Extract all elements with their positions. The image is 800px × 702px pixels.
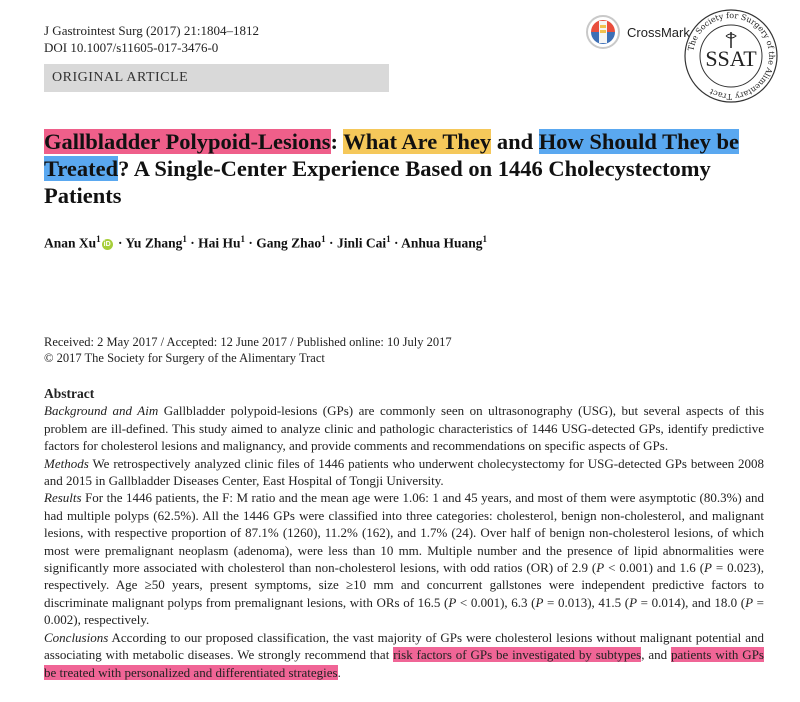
author-separator: ·: [114, 235, 126, 251]
title-highlight-3: How Should They be Treated: [44, 129, 739, 181]
background-text: Gallbladder polypoid-lesions (GPs) are commonly seen on ultrasonography (USG), but several aspects of this problem are ill-defined. This study aimed to analyze clinic and pathologic characteristics of 1446 USG-detected GPs, identify predictive factors for cholesterol lesions and malignancy, and provide comments and recommendations on specific aspects of GPs.: [44, 403, 765, 454]
background-label: Background and Aim: [44, 403, 159, 419]
journal-citation: J Gastrointest Surg (2017) 21:1804–1812: [44, 23, 259, 38]
dates-line: Received: 2 May 2017 / Accepted: 12 June 2017 / Published online: 10 July 2017: [44, 335, 452, 349]
abstract-background: [44, 402, 764, 454]
orcid-icon[interactable]: iD: [103, 240, 111, 248]
abstract-results: [44, 489, 764, 628]
p-symbol: P: [704, 560, 712, 576]
conclusions-text: .: [337, 664, 341, 680]
conclusion-highlight-2: patients with GPs be treated with personalized and differentiated strategies: [44, 647, 764, 680]
results-text: = 0.002), respectively.: [44, 594, 764, 628]
affiliation-marker: 1: [96, 234, 101, 244]
methods-text: We retrospectively analyzed clinic files of 1446 patients who underwent cholecystectomy for USG-detected GPs between 2008 and 2015 in Gallbladder Diseases Center, East Hospital of Tongji University.: [44, 455, 765, 489]
results-text: < 0.001) and 1.6 (: [604, 560, 705, 576]
conclusions-text: , and: [641, 647, 672, 663]
title-text: ? A Single-Center Experience Based on 1446 Cholecystectomy Patients: [44, 156, 711, 208]
results-text: = 0.023), respectively. Age ≥50 years, present symptoms, size ≥10 mm and concurrent gallstones were independent predictive factors to discriminate malignant polyps from premalignant lesions, with ORs of 16.5 (: [44, 560, 764, 610]
journal-header: [44, 22, 259, 56]
crossmark-label: CrossMark: [627, 24, 690, 40]
author-name[interactable]: Hai Hu: [198, 235, 241, 251]
publication-dates: [44, 334, 452, 366]
abstract-heading: Abstract: [44, 386, 95, 401]
author-name[interactable]: Gang Zhao: [256, 235, 322, 251]
ssat-ring-text: The Society for Surgery of the Alimentary Tract: [686, 10, 777, 102]
results-text: For the 1446 patients, the F: M ratio and the mean age were 1.06: 1 and 45 years, and most of them were asymptotic (80.3%) and had multiple polyps (62.5%). All the 1446 GPs were classified into three categories: cholesterol, benign non-cholesterol, and malignant lesions, with respective proportion of 87.1% (1260), 11.2% (162), and 1.7% (24). Over half of benign non-cholesterol lesions, of which most were premalignant neoplasm (adenoma), were less than 10 mm. Multiple number and the presence of lipid abnormalities were significantly more associated with cholesterol than non-cholesterol lesions, with odd ratios (OR) of 2.9 (: [44, 490, 764, 576]
abstract-conclusions: [44, 629, 764, 681]
crossmark-badge[interactable]: [585, 14, 690, 50]
author-separator: ·: [390, 235, 402, 251]
abstract-methods: [44, 455, 764, 490]
affiliation-marker: 1: [240, 234, 245, 244]
abstract: [44, 385, 764, 681]
author-name[interactable]: Yu Zhang: [125, 235, 183, 251]
p-symbol: P: [596, 560, 605, 576]
author-separator: ·: [245, 235, 257, 251]
author-name[interactable]: Anhua Huang: [401, 235, 483, 251]
p-symbol: P: [535, 594, 544, 610]
title-highlight-2: What Are They: [343, 129, 492, 154]
author-separator: ·: [186, 235, 199, 251]
ssat-logo: [683, 8, 779, 104]
p-symbol: P: [745, 594, 754, 610]
ssat-center-text: SSAT: [705, 46, 757, 71]
doi[interactable]: DOI 10.1007/s11605-017-3476-0: [44, 40, 219, 55]
copyright-line: © 2017 The Society for Surgery of the Alimentary Tract: [44, 351, 325, 365]
author-separator: ·: [325, 235, 337, 251]
title-highlight-1: Gallbladder Polypoid-Lesions: [44, 129, 331, 154]
affiliation-marker: 1: [182, 234, 187, 244]
title-text: and: [491, 129, 539, 154]
conclusions-text: According to our proposed classification, the vast majority of GPs were cholesterol lesions without malignant potential and associating with metabolic diseases. We strongly recommend that: [44, 629, 764, 663]
results-label: Results: [44, 490, 82, 506]
title-text: :: [330, 129, 344, 154]
p-symbol: P: [448, 594, 457, 610]
affiliation-marker: 1: [386, 234, 391, 244]
crossmark-icon: [585, 14, 621, 50]
conclusion-highlight-1: risk factors of GPs be investigated by subtypes: [393, 647, 642, 663]
article-title: [44, 128, 764, 209]
methods-label: Methods: [44, 455, 89, 471]
author-list: [44, 234, 487, 252]
results-text: < 0.001), 6.3 (: [456, 594, 536, 610]
affiliation-marker: 1: [321, 234, 326, 244]
conclusions-label: Conclusions: [44, 629, 109, 645]
affiliation-marker: 1: [482, 234, 488, 244]
results-text: = 0.013), 41.5 (: [543, 594, 630, 610]
results-text: = 0.014), and 18.0 (: [637, 594, 746, 610]
section-label: ORIGINAL ARTICLE: [44, 64, 389, 92]
p-symbol: P: [629, 594, 638, 610]
author-name[interactable]: Jinli Cai: [336, 235, 387, 251]
author-name[interactable]: Anan Xu: [44, 235, 97, 251]
